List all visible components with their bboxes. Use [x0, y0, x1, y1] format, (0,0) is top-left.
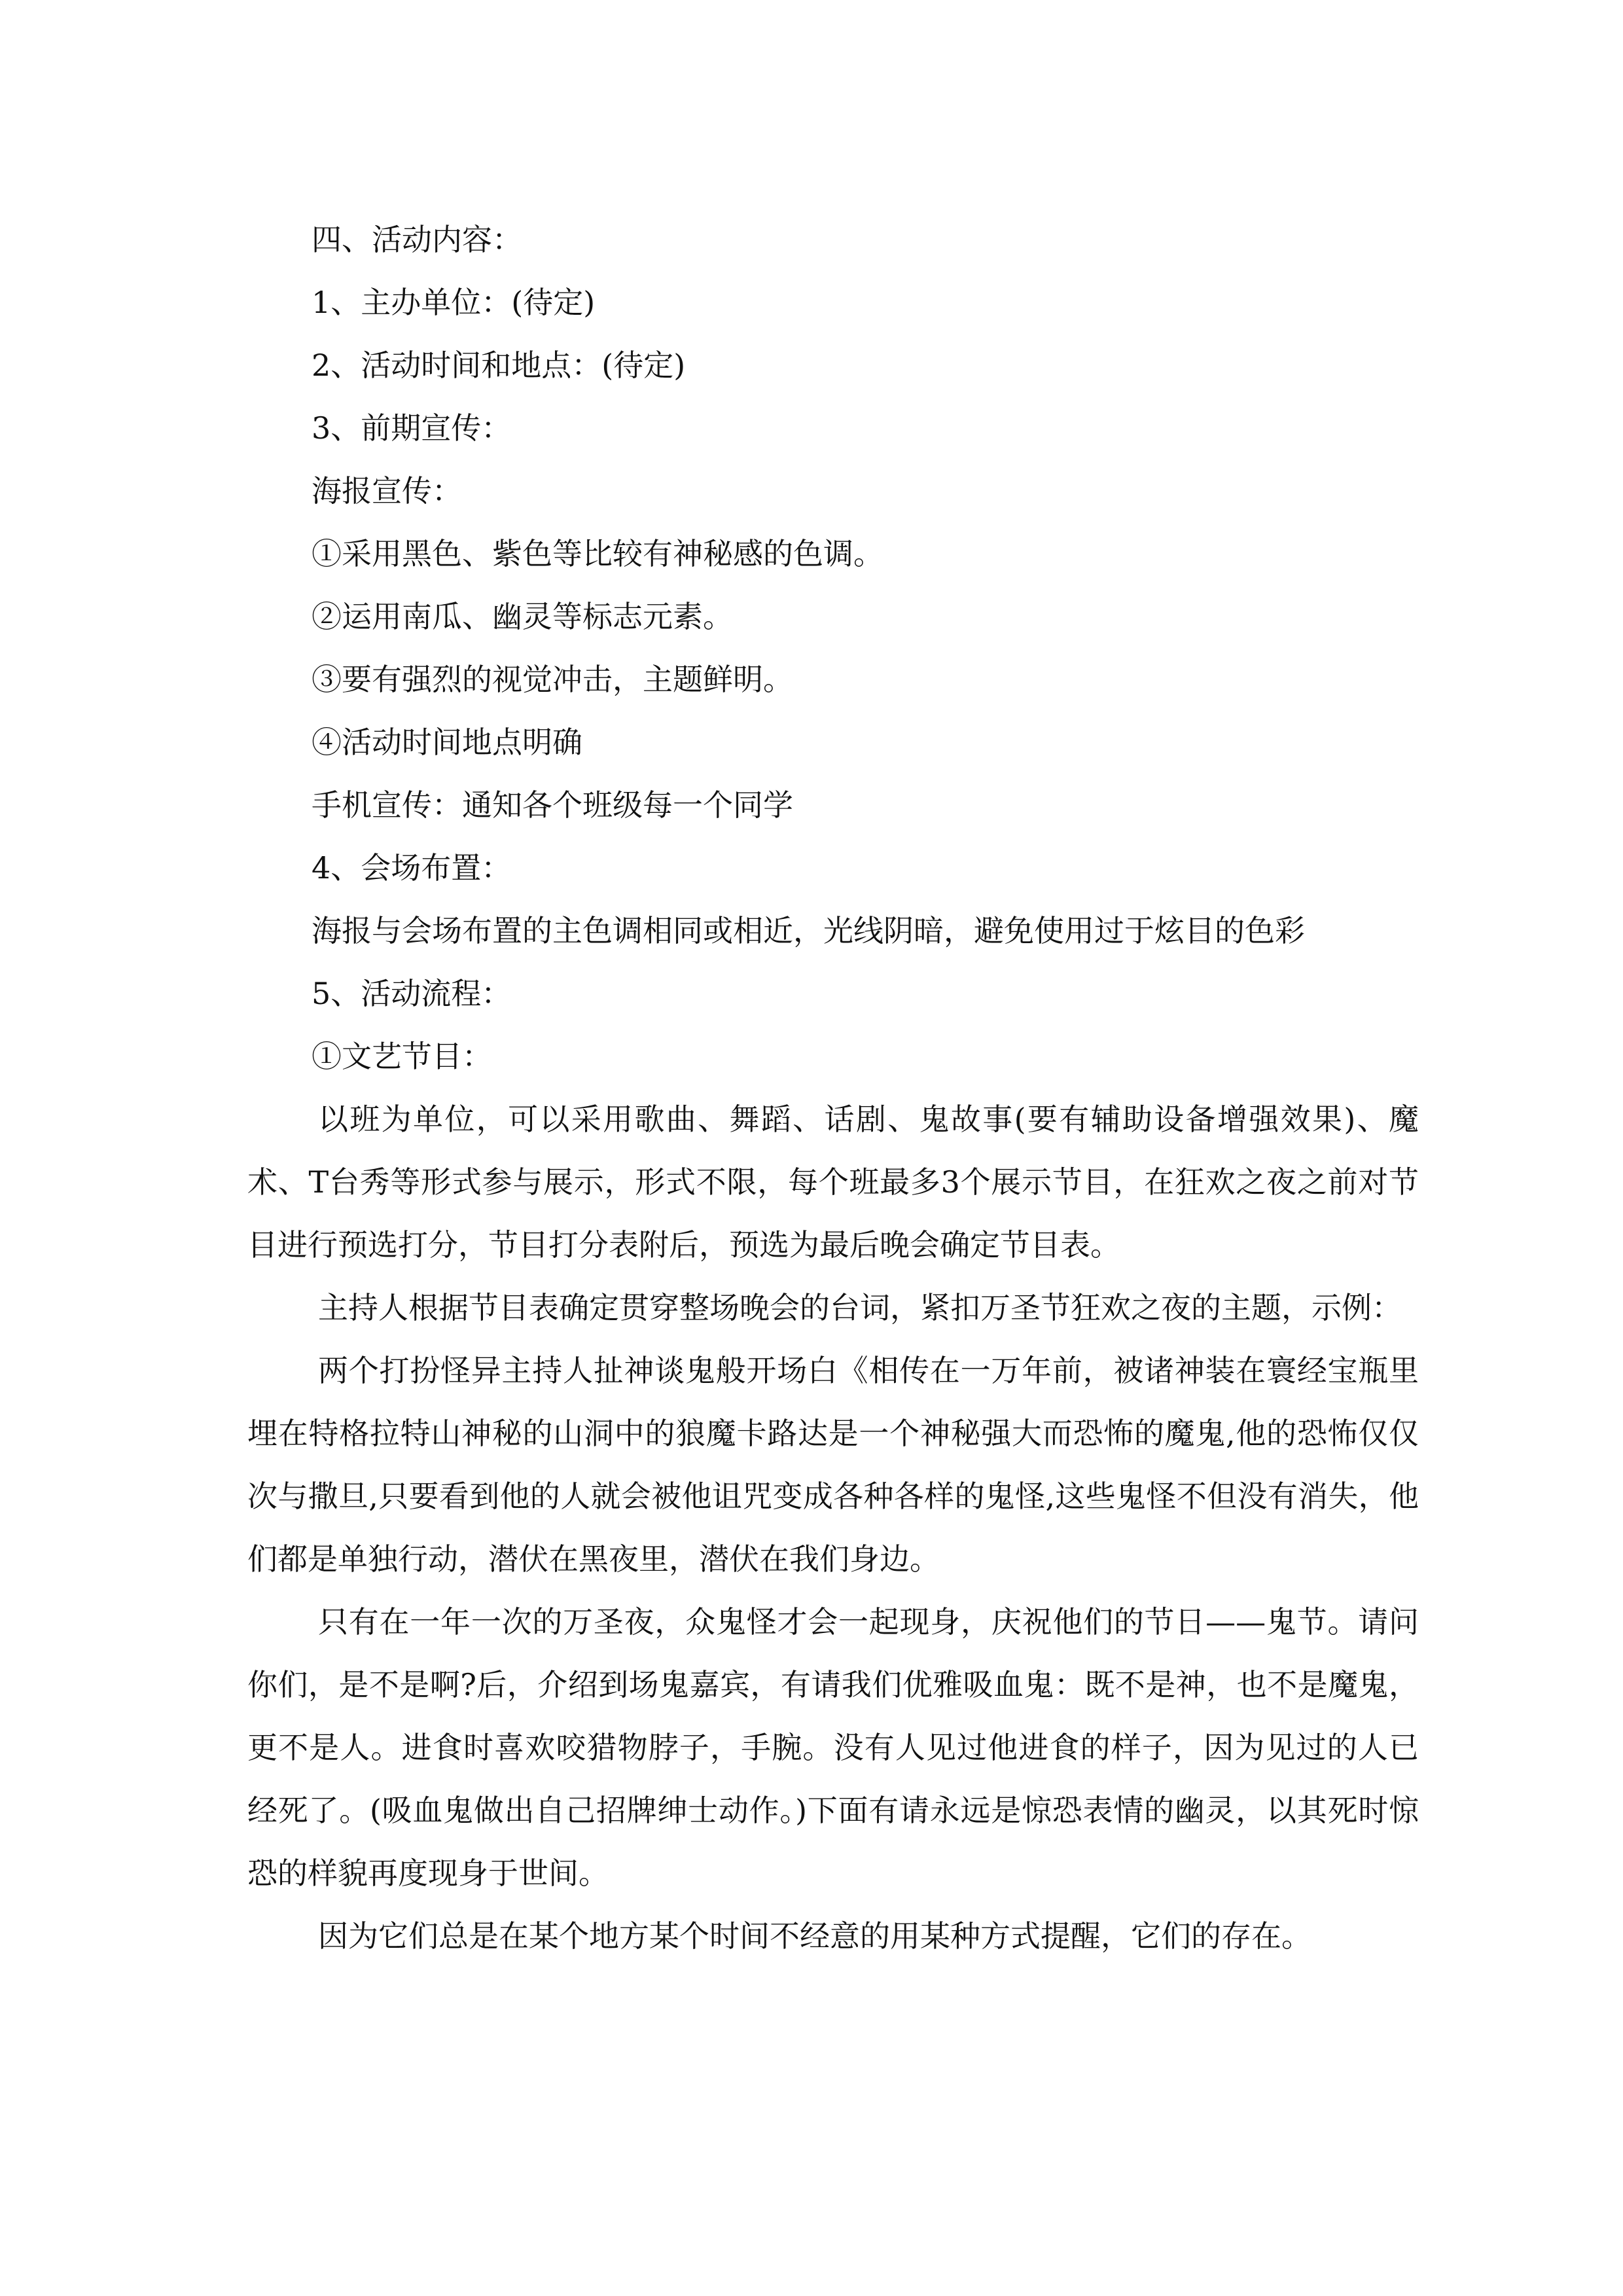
section-heading-activity-content: 四、活动内容：	[312, 222, 522, 257]
process-point-1: ①文艺节目：	[312, 1039, 492, 1074]
item-venue-layout: 4、会场布置：	[312, 850, 512, 886]
item-organizer: 1、主办单位：(待定)	[312, 285, 596, 320]
paragraph-host-script: 主持人根据节目表确定贯穿整场晚会的台词，紧扣万圣节狂欢之夜的主题，示例：	[318, 1290, 1402, 1325]
poster-point-1: ①采用黑色、紫色等比较有神秘感的色调。	[312, 536, 883, 571]
item-time-place: 2、活动时间和地点：(待定)	[312, 348, 686, 383]
item-activity-process: 5、活动流程：	[312, 976, 512, 1011]
item-publicity: 3、前期宣传：	[312, 410, 512, 446]
paragraph-halloween-night: 只有在一年一次的万圣夜，众鬼怪才会一起现身，庆祝他们的节日——鬼节。请问你们，是不是啊?后，介绍到场鬼嘉宾，有请我们优雅吸血鬼：既不是神，也不是魔鬼，更不是人。进食时喜欢咬猎物脖子，手腕。没有人见过他进食的样子，因为见过的人已经死了。(吸血鬼做出自己招牌绅士动作。)下面有请永远是惊恐表情的幽灵，以其死时惊恐的样貌再度现身于世间。	[247, 1604, 1419, 1891]
subheading-poster: 海报宣传：	[312, 473, 462, 509]
phone-publicity: 手机宣传：通知各个班级每一个同学	[312, 787, 793, 823]
paragraph-class-programs: 以班为单位，可以采用歌曲、舞蹈、话剧、鬼故事(要有辅助设备增强效果)、魔术、T台秀等形式参与展示，形式不限，每个班最多3个展示节目，在狂欢之夜之前对节目进行预选打分，节目打分表附后，预选为最后晚会确定节目表。	[247, 1102, 1419, 1263]
paragraph-reminder: 因为它们总是在某个地方某个时间不经意的用某种方式提醒，它们的存在。	[318, 1918, 1311, 1954]
document-body	[247, 208, 1419, 1967]
paragraph-opening-speech: 两个打扮怪异主持人扯神谈鬼般开场白《相传在一万年前，被诸神装在寰经宝瓶里埋在特格拉特山神秘的山洞中的狼魔卡路达是一个神秘强大而恐怖的魔鬼,他的恐怖仅仅次与撒旦,只要看到他的人就会被他诅咒变成各种各样的鬼怪,这些鬼怪不但没有消失，他们都是单独行动，潜伏在黑夜里，潜伏在我们身边。	[247, 1353, 1419, 1577]
venue-layout-text: 海报与会场布置的主色调相同或相近，光线阴暗，避免使用过于炫目的色彩	[312, 913, 1305, 948]
poster-point-2: ②运用南瓜、幽灵等标志元素。	[312, 599, 733, 634]
poster-point-3: ③要有强烈的视觉冲击，主题鲜明。	[312, 662, 793, 697]
poster-point-4: ④活动时间地点明确	[312, 725, 582, 760]
